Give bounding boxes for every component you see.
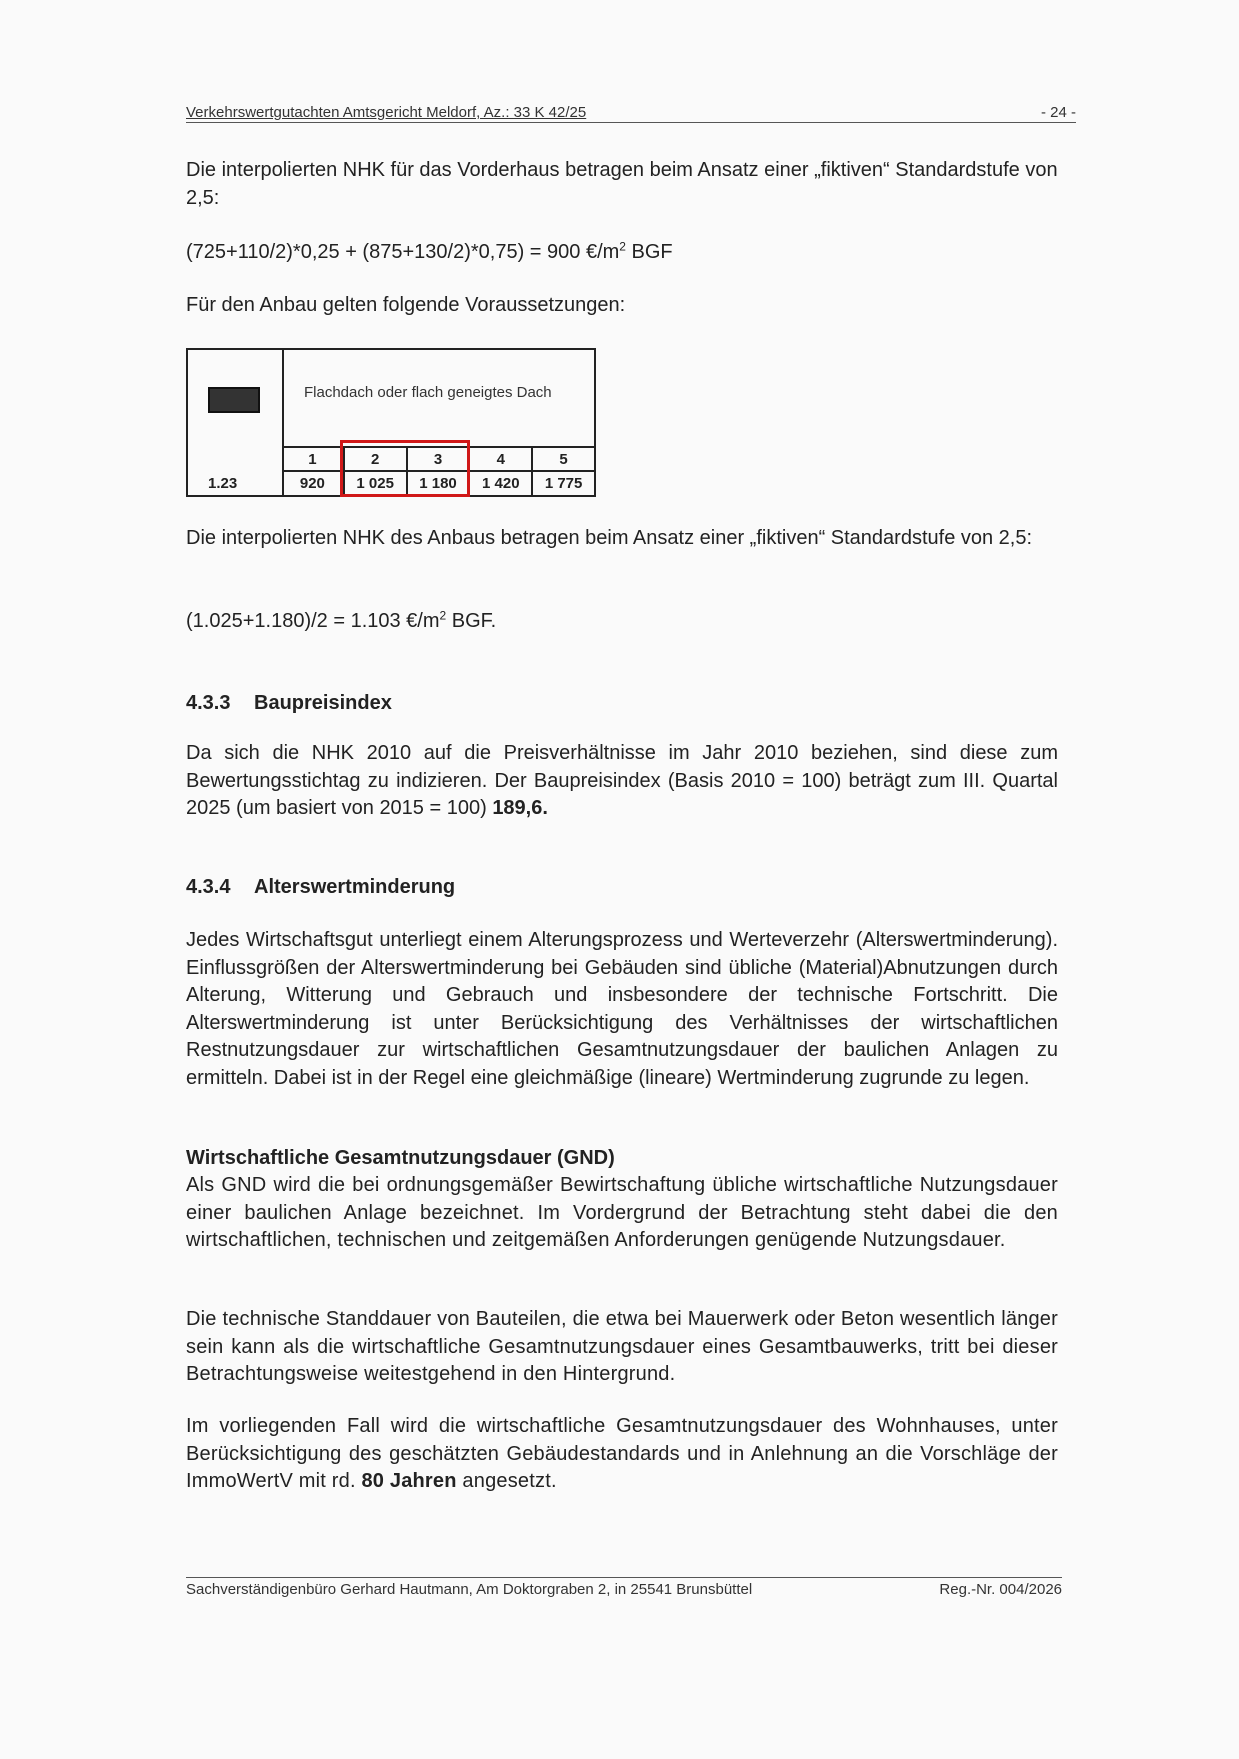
roof-type-label: Flachdach oder flach geneigtes Dach: [304, 384, 552, 401]
paragraph-standdauer: Die technische Standdauer von Bauteilen, die etwa bei Mauerwerk oder Beton wesentlich länger sein kann als die wirtschaftliche Gesamtnutzungsdauer eines Gesamtbauwerks, tritt bei dieser Betrachtungsweise weitestgehend in den Hintergrund.: [186, 1308, 1058, 1385]
page-number: - 24 -: [1040, 104, 1076, 121]
table-cell: 1 775: [531, 472, 594, 497]
paragraph-anbau: Die interpolierten NHK des Anbaus betragen beim Ansatz einer „fiktiven“ Standardstufe von 2,5:: [186, 527, 1033, 549]
header-title: Verkehrswertgutachten Amtsgericht Meldorf, Az.: 33 K 42/25: [186, 104, 587, 121]
page-header: [186, 104, 1076, 123]
paragraph-baupreisindex: Da sich die NHK 2010 auf die Preisverhältnisse im Jahr 2010 beziehen, sind diese zum Bewertungsstichtag zu indizieren. Der Baupreisindex (Basis 2010 = 100) beträgt zum III. Quartal 2025 (um basiert von 2015 = 100) 189,6.: [186, 742, 1058, 819]
paragraph-anbau-intro: Für den Anbau gelten folgende Voraussetzungen:: [186, 294, 626, 316]
paragraph-vorderhaus: Die interpolierten NHK für das Vorderhaus betragen beim Ansatz einer „fiktiven“ Standardstufe von 2,5:: [186, 159, 1058, 209]
formula-vorderhaus: (725+110/2)*0,25 + (875+130/2)*0,75) = 900 $€/m^2$ BGF: [186, 239, 673, 263]
table-cell: 1 025: [343, 472, 406, 497]
page-footer: [186, 1577, 1062, 1598]
table-header-cell: 4: [468, 448, 531, 472]
table-header-cell: 3: [406, 448, 469, 472]
section-heading-baupreisindex: 4.3.3 Baupreisindex: [186, 692, 392, 714]
table-cell: 1 420: [468, 472, 531, 497]
paragraph-alterswertminderung: Jedes Wirtschaftsgut unterliegt einem Alterungsprozess und Werteverzehr (Alterswertminderung). Einflussgrößen der Alterswertminderung bei Gebäuden sind übliche (Material)Abnutzungen durch Alterung, Witterung und Gebrauch und insbesondere der technische Fortschritt. Die Alterswertminderung ist unter Berücksichtigung des Verhältnisses der wirtschaftlichen Restnutzungsdauer zur wirtschaftlichen Gesamtnutzungsdauer der baulichen Anlagen zu ermitteln. Dabei ist in der Regel eine gleichmäßige (lineare) Wertminderung zugrunde zu legen.: [186, 929, 1058, 1089]
table-header-cell: 2: [343, 448, 406, 472]
footer-address: Sachverständigenbüro Gerhard Hautmann, Am Doktorgraben 2, in 25541 Brunsbüttel: [186, 1581, 753, 1598]
table-header-cell: 1: [308, 451, 317, 468]
flat-roof-icon: [208, 387, 260, 413]
gnd-heading: Wirtschaftliche Gesamtnutzungsdauer (GND): [186, 1147, 615, 1169]
table-cell: 920: [299, 475, 325, 492]
highlight-box: [340, 440, 470, 497]
section-heading-alterswertminderung: 4.3.4 Alterswertminderung: [186, 876, 456, 898]
paragraph-fall: Im vorliegenden Fall wird die wirtschaftliche Gesamtnutzungsdauer des Wohnhauses, unter Berücksichtigung des geschätzten Gebäudestandards und in Anlehnung an die Vorschläge der ImmoWertV mit rd. 80 Jahren angesetzt.: [186, 1415, 1058, 1492]
paragraph-gnd: Als GND wird die bei ordnungsgemäßer Bewirtschaftung übliche wirtschaftliche Nutzungsdauer einer baulichen Anlage bezeichnet. Im Vordergrund der Betrachtung steht dabei die den wirtschaftlichen, technischen und zeitgemäßen Anforderungen genügende Nutzungsdauer.: [186, 1174, 1058, 1251]
table-header-cell: 5: [531, 448, 594, 472]
footer-reg-number: Reg.-Nr. 004/2026: [939, 1581, 1062, 1598]
table-cell: 1 180: [406, 472, 469, 497]
formula-anbau: (1.025+1.180)/2 = 1.103 $€/m^2$ BGF.: [186, 608, 497, 632]
table-row-label: 1.23: [208, 475, 238, 492]
